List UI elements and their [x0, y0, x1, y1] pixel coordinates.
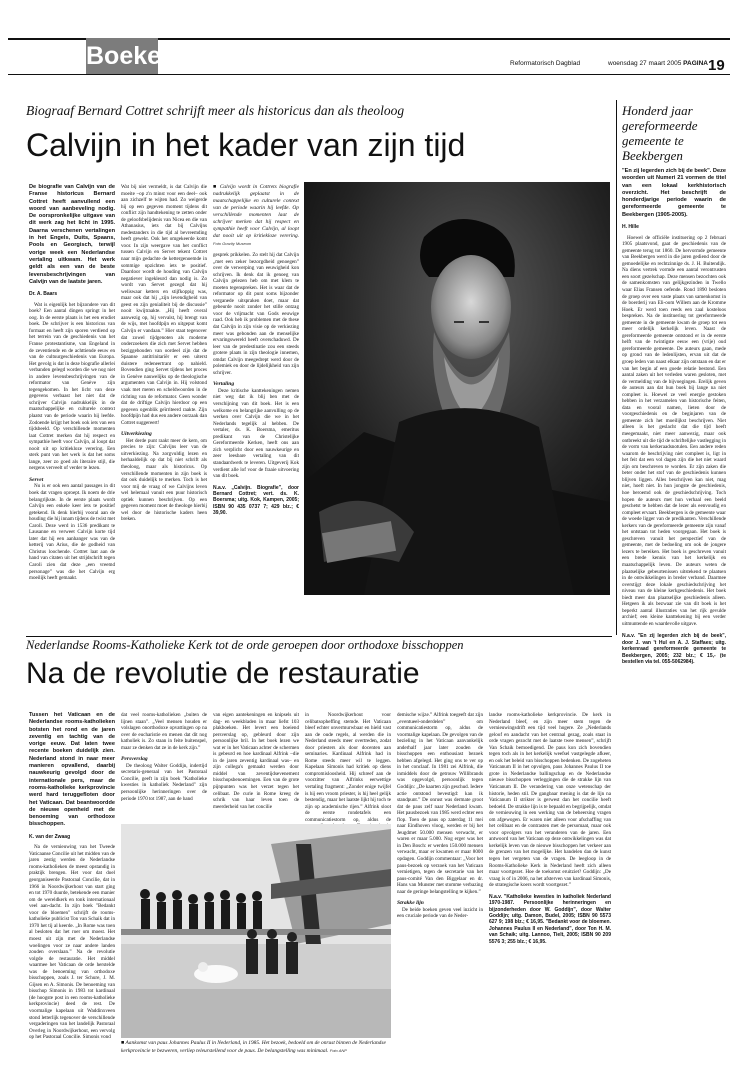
sidebar-divider [616, 100, 617, 635]
sidebar-author: H. Hille [622, 224, 639, 231]
article2-text-4: in Noordwijkerhout voor celibatsopheffing stemde. Het Vaticaan bleef echter onvermurwbaar en hield vast aan de oude regels, al werden die in Nederland steeds meer overtreden, zodat door priesters als door docenten aan seminaries. Kardinaal Alfrink had in Rome steeds meer wil te leggen. Kapelaan Simonis had kritiek op diens compromisloosheid. Hij schreef aan de voorzitter van Alfrinks eerwettige vertaling fragment: „Zonder enige twijfel is hij een vroom priester, is hij heel gelijk bestendig, maar het laatste lijkt hij toch te zijn op academische rijen.” Alfrink sloot de eerste rondetafels een communicatiestorm op, aldus de [305, 712, 391, 823]
article1-book-info: N.a.v. „Calvijn. Biografie”, door Bernard Cottret; vert. ds. K. Boersma; uitg. Kok, Kampen, 2005; ISBN 90 435 0737 7; 429 blz.; € 39,90. [213, 484, 299, 517]
article2-text-6: landse rooms-katholieke kerkprovincie. De kerk in Nederland bleef, en zijn meer stem tegen de vernieuwingsdrift een tijd veel hogere. Ze „Nederlands geloof en aandacht van het centraal gezag, zoals staat in orde vragen gezocht met de laatste twee mensen”, schrijft Van Schaik bemoedigend. De paus kon zich bovendien tegen toch als in het kerkelijk weefsel vastgelegde afkeer, en ook het beleid van bisschoppen bedenken. De zogeheten Vaticanum II in het opvolgen, paus Johannes Paulus II toe grote in Nederlandse ballingschap en de Nederlandse nieuwe bisschoppen verleggingen die de strakke lijn van Vaticanum II. De verandering van onze wetenschap der historie, heden stil. De gangbaar mening is dat de lijn na Vaticanum II strikter is gerwest dan het concilie heeft bedoeld. De strakke lijn is te bepaald en begrijpelijk, omdat de vernieuwing in een werking van de beheersing vragen om afgewogen. Er waren niet alleen voor afschaffing van het celibaat en de contrasten met de persomaat, maar ook voor opvolgers van het veranderen van de jaren. Een antwoord van het Vaticaan op deze ontwikkelingen was dat kerkelijk leven van de nieuwe bisschoppen het verkeer aan de grenzen van het mogelijke. Het handelen dan de kunst tegen het vergeten van de vragen. De leegloop in de Rooms-Katholieke Kerk in Nederland heeft zich alleen maar voortgezet. Hoe de toekomst eruitziet? Goddijn: „De vraag is of in 2006, na het afsterven van kardinaal Simonis, de strategische koers wordt voortgezet.” [489, 712, 611, 889]
article1-pull-quote: ■ Calvijn wordt in Cottrets biografie nadrukkelijk geplaatst in de maatschappelijke en culturele context van de periode waarin hij leefde. Op verschillende momenten laat de schrijver merken dat hij respect en sympathie heeft voor Calvijn, al loopt dat nooit uit op kritiekloze verering. Foto Gravity Museum [213, 184, 299, 246]
pope-photo-caption: ■ Aankomst van paus Johannes Paulus II in Nederland, in 1985. Het bezoek, bedoeld om de onrust binnen de Nederlandse kerkprovincie te bezweren, verliep teleurstellend voor de paus. De belangstelling was minimaal. Foto ANP [121, 1040, 386, 1054]
article2-text-5: demische wijze.” Alfrink toegeeft dat zijn „eventueel-onderdelen” om communicatiestorm op, aldus de voormalige kapelaan. De gevolgen van de bezieling in het Vaticaan aanvankelijk anderhalf jaar later zouden de bisschoppen een enthousiast bezoek hebben afgelegd. Het ging ons te ver op in het conclaaf. In 1981 zei Alfrink, die inmiddels door de getrouw Willibrands was opgevolgd, persoonlijk tegen Goddijn: „De kaarten zijn geschud. Iedere actie ontstond bevestigd: kan ik standpunt.” De onrust was dermate groot dat de paus zelf naar Nederland kwam. Het pausbezoek van 1985 werd echter een flop. Toen de paus op zaterdag 11 mei naar Eindhoven vloog, werden er bij het Jeugdmet 50.000 mensen verwacht, er waren er maar 5.000. Nog erger was het in Den Bosch: er werden 150.000 mensen verwacht, maar er kwamen er maar 8000 opdagen. Goddijn commentaar: „Voor het paus-bezoek op verzoek van het Vaticaan vernietigen, tegen de secretarie van het paus-comité Van den Biggelaar en dr. Hans van Munster met stomme verbazing naar de geringe belangstelling te kijken.” [397, 712, 483, 895]
article2-text-2b: De theoloog Walter Goddijn, indertijd secretaris-generaal van het Pastoraal Concilie, geeft in zijn boek "Katholieke kwesties in katholiek Nederland" zijn persoonlijke herinneringen over de periode 1970 tot 1987, aan de hand [121, 762, 207, 802]
article1-lead: De biografie van Calvijn van de Franse historicus Bernard Cottret heeft aanvullend een woord van aanbeveling nodig. De oorspronkelijke uitgave van dit werk zag het licht in 1995. Daarna verschenen vertalingen in het Engels, Duits, Spaans, Pools en Georgisch, terwijl vorige week een Nederlandse vertaling uitkwam. Het werk geldt als een van de beste levensbeschrijvingen van Calvijn van de laatste jaren. [29, 184, 115, 285]
article1-subhead-servet: Servet [29, 476, 44, 483]
article2-column-5 [397, 712, 483, 1052]
article2-author: K. van der Zwaag [29, 833, 71, 840]
article1-subhead-uitverkiezing: Uitverkiezing [121, 431, 152, 438]
article2-lead: Tussen het Vaticaan en de Nederlandse rooms-katholieken botsten het rond en de jaren zeventig en tachtig van de vorige eeuw. Dat laten twee recente boeken duidelijk zien. Nederland stond in naar meer manieren opvallend, daarbij nauwkeurig gevolgd door de internationale pers, maar de rooms-katholieke kerkprovincie werd hard teruggefloten door het Vaticaan. Dat beantwoordde de nieuwe openheid met de benoeming van orthodoxe bisschoppen. [29, 712, 115, 828]
article1-column-2 [121, 184, 207, 596]
article1-pull-credit: Foto Gravity Museum [213, 241, 252, 246]
article2-column-4 [305, 712, 391, 822]
article1-subhead-vertaling: Vertaling [213, 381, 235, 388]
article1-author: Dr. A. Baars [29, 291, 58, 298]
calvin-portrait-drawing [304, 182, 610, 595]
article1-text-3b: Deze kritische kanttekeningen nemen niet weg dat ik blij ben met de verschijning van dit boek. Het is een welkome en belangrijke aanvulling op de werken over Calvijn die we in het Nederlands tegelijk al hebben. De vertaler, ds. K. Boersma, emeritus predikant van de Christelijke Gereformeerde Kerken, heeft ons aan zich verplicht door een nauwkeurige en zeer leesbare vertaling van dit standaardwerk te leveren. Uitgeverij Kok verdient alle lof voor de fraaie uitvoering van dit boek. [213, 387, 299, 480]
article2-headline: Na de revolutie de restauratie [26, 657, 420, 690]
section-banner: Boeken [86, 38, 158, 74]
article2-column-1 [29, 712, 115, 1052]
page-label: PAGINA [683, 60, 708, 67]
article2-text-2: dat veel rooms-katholieken „buiten de lijnen staan”. „Veel mensen houden er volslagen onorthodoxe opvattingen op na over de eucharistie en menen dat dit nog katholiek is. Zo staan in feite buitenspel, maar ze denken dat ze in de kerk zijn.” [121, 712, 207, 751]
pope-arrival-photo [121, 824, 391, 1038]
pope-arrival-drawing [121, 824, 391, 1038]
article1-text-2: Wat bij niet vermeldt, is dat Calvijn die moeite –op z'n minst voor een deel– ook aan zichzelf te wijten had. Zo weigerde hij op een gegeven moment tijdens dit conflict zijn handtekening te zetten onder de geloofsbelijdenis van Nicea en die van Athanasius, iets dat bij Calvijns medestanders in die tijd al bevreemding heeft gewekt. Ook het omgekeerde komt voor. In zijn weergave van het conflict tussen Calvijn en Servet tekent Cottret naar mijn gedachte de kettergenoemde in sommige opzichten iets te positief. Daardoor wordt de houding van Calvijn negatiever ingekleurd dan nodig is. Zo wordt van Servet gezegd dat hij weliswaar ketters en stijfkoppig was, maar ook dat hij „zijn levendigheid van geest en zijn genialiteit bij de discussie” nooit kwijtraakte. „Hij heeft overal aanwezig op, hij vervalst, hij brengt van de wijs, met hoofdpijn en uitgeput komt Calvijn er vandaan.” Hier staat tegenover dat zowel tijdgenoten als moderne onderzoekers die zich met Servet hebben beziggehouden van oordeel zijn dat de Spaanse antitrinitariër er een uiterst duistere redeneertrant op nahield. Bovendien ging Servet tijdens het proces in Genève nauwelijks op de theologische argumenten van Calvijn in. Hij volstond vaak met meren en scheldwoorden in de richting van de reformator. Geen wonder dat de driftige Calvijn hierdoor op een gegeven ogenblik geïrriteerd raakte. Zijn hoofdpijn had dus een andere oorzaak dan Cottret suggereert! [121, 184, 207, 426]
article2-subhead-persverslag: Persverslag [121, 756, 148, 763]
article2-book-info: N.a.v. "Katholieke kwesties in katholiek Nederland 1970-1987. Persoonlijke herinneringen en bijzonderheden door W. Goddijn", door Walter Goddijn; uitg. Damon, Budel, 2005; ISBN 90 5573 627 9; 198 blz.; € 16,95. "Bedankt voor de bloemen. Johannes Paulus II en Nederland", door Ton H. M. van Schaik; uitg. Lannoo, Tielt, 2005; ISBN 90 209 5576 3; 255 blz.; € 16,95. [489, 893, 611, 945]
article1-headline: Calvijn in het kader van zijn tijd [26, 127, 466, 163]
article2-column-6 [489, 712, 611, 1052]
masthead-rule [8, 74, 730, 75]
article1-text-3: gesprek prikkelen. Zo stelt hij dat Calvijn „met een zeker bezorgdheid genoegen” over de verwerping van eeuwigheid kon schrijven. Ik denk dat ik genoeg van Calvijn gelezen heb om met klem te moeten tegenspreken. Het is waar dat de reformator op dit punt soms bijzonder verganede uitspraken doet, maar dat gebeurde nooit zonder het stille ontzag voor de vrijmacht van Gods eeuwige raad. Ook heb ik problemen met de these dat Calvijn in zijn visie op de verkiezing meer was gebonden aan de menselijke ervaringswereld heeft overschaduwd. De leer van de predestinatie zou een steeds grotere plaats in zijn theologie innemen, omdat Calvijn meegedrept werd door de polemiek en door de lijdelijkheid van zijn schrijver. [213, 252, 299, 376]
article2-column-2 [121, 712, 207, 822]
page-number: 19 [708, 57, 725, 74]
article2-subhead-strakke-lijn: Strakke lijn [397, 900, 424, 907]
bullet-icon: ■ [121, 1040, 126, 1046]
sidebar-book-info: N.a.v. "En zij legerden zich bij de beek", door J. van 't Hul en A. J. Staffaes; uitg. kerkenraad gereformeerde gemeente te Beekbergen, 2005; 232 blz.; € 15,- (te bestellen via tel. 055-5062984). [622, 633, 726, 666]
calvin-portrait [304, 182, 610, 595]
article1-text-1: Wat is eigenlijk het bijzondere van dit boek? Een aantal dingen springt in het oog. In de eerste plaats is het een erudiet boek. De schrijver is een historicus van formaat en heeft zijn sporen verdiend op het terrein van de geschiedenis van het Franse protestantisme, van Engeland in de zeventiende en de achttiende eeuw en van de cultuurgeschiedenis van Europa. Het gevolg is dat in deze biografie allerlei verbanden gelegd worden die we nog niet in andere levensbeschrijvingen van de reformator van Genève zijn tegengekomen. In het licht van deze gegevens verbaast het niet dat de schrijver Calvijn nadrukkelijk in de maatschappelijke en culturele context plaatst van de periode waarin hij leefde. Zodoende krijgt het boek ook iets van een tijdsbeeld. Op verschillende momenten laat Cottret merken dat hij respect en sympathie heeft voor Calvijn, al loopt dat nooit uit op kritiekloze verering. Een sterk punt van het werk is dat het soms lange, zeer zo goed als literaire stijl, die nergens verveelt of verder te lezen. [29, 301, 115, 472]
bullet-icon: ■ [213, 184, 220, 190]
sidebar-column [622, 168, 726, 1036]
article1-text-1b: Nu is er ook een aantal passages in dit boek dat vragen oproept. Ik noem de drie belangrijkste. In de eerste plaats wordt Calvijn een enkele keer iets te positief getekend. Ik denk hierbij vooral aan de houding die hij innam tijdens de twist met Caroli. Deze werd in 1536 predikant te Lausanne en verweet Calvijn korte tijd later dat hij een aanhanger was van de ketterij van Arius, die de godheid van Christus loochende. Cottret laat aan de hand van citaten uit het strijdschrift tegen Caroli zien dat deze „een vreemd personage” was die het Calvijn erg moeilijk heeft gemaakt. [29, 483, 115, 582]
issue-date [608, 60, 708, 67]
sidebar-text: Hoewel de officiële instituering op 2 februari 1905 plaatsvond, gaat de geschiedenis van de gemeente terug tot 1860. De hervormde gemeente van Beekbergen werd in die jaren gediend door de gemoedelijke en rechtzinnige ds. J. H. Buitendijk. Na diens vertrek vormde een aantal verontrusten een soort gezelschap. Deze mensen bezochten ook de samenkomsten van gelijkgezinden in Twello waar Elias Fransen oefende. Rond 1890 besloten de groep over een vaste plaats van samenkomst in de boerderij van Eli-oom Willem aan de Kromme Hoek. Er werd toen reeds een zaal kosteloos bespreken. Na de instituering tot gereformeerde gemeente in de gemeente kwam de groep tot een meer ordelijk kerkelijk leven. Naast de gereformeerde gemeente ontstond er in de eerste helft van de twintigste eeuw een (vrije) oud gereformeerde gemeente. De auteurs gaan, mede op grond van de ledenlijsten, ervan uit dat de groep leden van naast elkaar zijn ontstaan en dat er van het begin af een goede relatie bestond. Een aantal zaken uit het verleden waren gesloten, met de vermelding van de bijvoegingen. Erelijk geven de auteurs aan dat hun boek bij lange na niet compleet is. Hoewel ze veel energie gestoken hebben in het verzamelen van historische feiten, data en vooral namen, lieten door de voorgeschiedenis en de beginjaren van de gemeente zich het moeilijkst beschrijven. Niet alleen is het geslacht dat die tijd heeft meegemaakt, niet meer aanwezig, maar ook ontbreekt uit die tijd de schriftelijke vastlegging in de vorm van kerkeraadsnotulen. Een andere reden waarom de beschrijving niet compleet is, ligt in het feit dat een vol dagen zijn die het niet waard zijn om beschreven te worden. Er zijn zaken die beter onder het stof van de geschiedenis kunnen blijven liggen. Alles beschrijven kan niet, mag niet, hoeft niet. In hun jongste de geschiedenis, hoe beroemd ook de geschiedschrijving. Toch hopen de auteurs met hun verhaal een beeld geschetst te hebben dat de lezer als eenvoudig en compleet ervaart. Beekbergen is de gemeente waar de woede ligger van de predikanten. Verschillende kerkers van de gereformeerde gemeente zijn vanaf het ontstaan tot heden voorgegaan. Het boek is geschreven vanuit het perspectief van de gemeente, met de bedoeling om ook de jongere lezers te bereiken. Het boek is geschreven vanuit een brede kennis van het kerkelijk en maatschappelijk leven. De auteurs weten de plaatselijke gebeurtenissen uitstekend te plaatsen in de ontwikkelingen in breder verband. Daarmee overstijgt deze lokale geschiedschrijving het niveau van de kleine kerkgeschiedenis. Het boek biedt meer dan plaatselijke geschiedenis alleen. Hetgeen ik als bezwaar zie van dit boek is het beperkt aantal illustraties van het rijk gevulde archief; een kleine kanttekening bij een verder uitmuntende en waardevolle uitgave. [622, 234, 726, 627]
article2-text-1: Na de vernieuwing van het Tweede Vaticaanse Concilie uit het midden van de jaren zestig werden de Nederlandse rooms-katholieken de meest opstandig in praktijk brengen. Het voor dat doel georganiseerde Pastoraal Concilie, dat in 1966 in Noordwijkerhout van start ging en tot 1970 duurde, betekende een manier om de wereldkerk en tonk internationaal veel aan-dacht. In zijn boek "Bedankt voor de bloemen" schrijft de rooms-katholieke publicist Ton van Schaik dat in 1970 het tij al keerde. „In Rome was toen al besloten dat het roer om moest. Het moest uit zijn met de Nederlandse woelingen voor ze naar andere landen zouden overslaan.” Na de revolutie volgde de restauratie. Het middel waarmee het Vaticaan de orde herstelde was de benoeming van orthodoxe bisschoppen, zoals J. ter Schure, J. M. Gijsen en A. Simonis. De benoeming van bisschop Simonis in 1983 tot kardinaal (de hoogste post in een rooms-katholieke kerkprovincie) deed de rest. De voormalige kapelaan uit Waddinxveen stond letterlijk tegenover de verschillende vergaderingen van het landelijk Pastoraal Overleg in Noordwijkerhout, een vervolg op het Pastoraal Concilie. Simonis vond [29, 844, 115, 1041]
article2-kicker: Nederlandse Rooms-Katholieke Kerk tot de orde geroepen door orthodoxe bisschoppen [26, 638, 464, 652]
article2-text-3: van eigen aantekeningen en knipsels uit dag- en weekbladen in maar liefst 103 plakboeken. Het levert een boeiend persverslag op, gebleurd door zijn persoonlijke bril. In het boek lezen we wat er in het Vaticaan achter de schermen is gebeurd en hoe kardinaal Alfrink –die in de jaren zeventig kardinaal was– en zijn collega's gemaakt werden door middel van zeventijdsevenement bisschopsbenoemingen. Een van de grote pijnpunten was het verzet tegen het celibaat. De curie in Rome kreeg de schrik van haar leven toen de meerderheid van het concilie [213, 712, 299, 810]
article2-column-3 [213, 712, 299, 822]
sidebar-headline: Honderd jaar gereformeerde gemeente te Beekbergen [622, 103, 698, 163]
article1-column-3 [213, 184, 299, 596]
newspaper-name: Reformatorisch Dagblad [510, 60, 581, 67]
article2-text-5b: De beide boeken geven veel inzicht in een cruciale periode van de Neder- [397, 906, 483, 920]
article1-kicker: Biograaf Bernard Cottret schrijft meer als historicus dan als theoloog [26, 103, 405, 118]
pope-photo-credit: Foto ANP [329, 1048, 347, 1053]
article1-text-2b: Het derde punt raakt meer de kern, om precies te zijn: Calvijns leer van de uitverkiezing. Na zorgvuldig lezen en herhaaldelijk op dat bij niet schrift als theoloog, maar als historicus. Op verschillende momenten in zijn boek is dat ook duidelijk te merken. Toch is het voor mij de vraag of we Calvijns leven wel helemaal vanuit een puur historisch optiek kunnen beschrijven. Op een gegeven moment moet de theologe hierbij wel door de historische kaders heen breken. [121, 437, 207, 523]
article1-column-1 [29, 184, 115, 596]
article-separator-rule [26, 636, 612, 637]
sidebar-lead: "En zij legerden zich bij de beek". Deze woorden uit Numeri 21 vormen de titel van een lokaal kerkhistorisch overzicht. Het beschrijft de honderdjarige periode waarin de gereformeerde gemeente te Beekbergen (1905-2005). [622, 168, 726, 218]
date-text: woensdag 27 maart 2005 [608, 60, 682, 67]
